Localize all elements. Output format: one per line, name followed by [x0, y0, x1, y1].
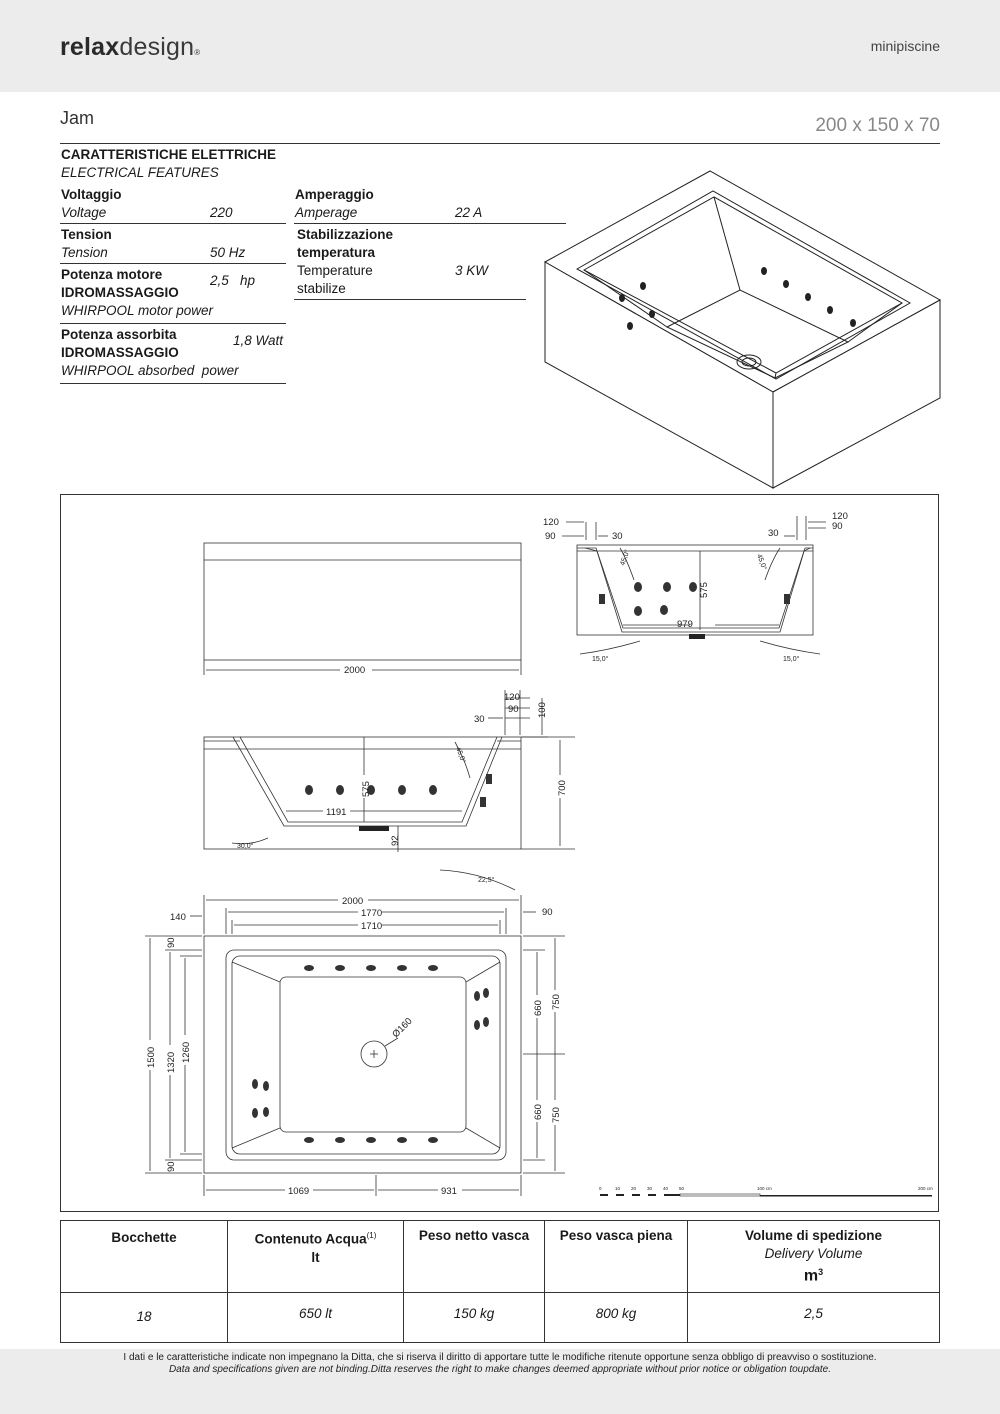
- spec-value-full: 800 kg: [595, 1306, 637, 1321]
- scale-label: 200 cm: [918, 1186, 933, 1191]
- disclaimer-it: I dati e le caratteristiche indicate non impegnano la Ditta, che si riserva il diritto di apportare tutte le modifiche ritenute opportune senza obbligo di preavviso o sostituzione.: [123, 1352, 877, 1363]
- angle-label: 15,0°: [592, 656, 609, 663]
- angle-label: 45,0°: [755, 553, 768, 572]
- dim-label: 90: [545, 531, 556, 542]
- dim-label: 30: [768, 528, 779, 539]
- stabilize-label-2: temperatura: [297, 245, 376, 260]
- electrical-title: CARATTERISTICHE ELETTRICHE: [61, 147, 276, 162]
- spec-header-net: Peso netto vasca: [418, 1228, 530, 1243]
- dim-label: 90: [832, 521, 843, 532]
- dim-label: 2000: [342, 896, 364, 907]
- tension-value: 50 Hz: [210, 245, 246, 260]
- amperage-label: Amperaggio: [295, 187, 374, 202]
- angle-label: 45,0°: [619, 548, 632, 567]
- product-dimensions: 200 x 150 x 70: [815, 115, 940, 136]
- amperage-value: 22 A: [455, 205, 483, 220]
- voltage-label: Voltaggio: [61, 187, 122, 202]
- stabilize-label-en: Temperature: [297, 263, 373, 278]
- spec-value-jets: 18: [136, 1309, 152, 1324]
- dim-label: 1710: [361, 921, 383, 932]
- scale-label: 100 cm: [757, 1186, 772, 1191]
- angle-label: 15,0°: [783, 656, 800, 663]
- dim-label: 1320: [166, 1051, 177, 1073]
- scale-label: 20: [631, 1186, 637, 1191]
- scale-label: 50: [679, 1186, 685, 1191]
- dim-label: 90: [542, 907, 553, 918]
- amperage-label-en: Amperage: [295, 205, 358, 220]
- spec-col-full: [544, 1221, 687, 1342]
- tension-label-en: Tension: [61, 245, 108, 260]
- stabilize-label: Stabilizzazione: [297, 227, 394, 242]
- angle-label: 22,5°: [478, 877, 495, 884]
- absorbed-label-en: WHIRPOOL absorbed power: [61, 363, 239, 378]
- dim-label: 120: [543, 517, 559, 528]
- spec-table: [60, 1220, 940, 1343]
- dim-label: 92: [390, 835, 401, 846]
- spec-header-water: Contenuto Acqua$^{(1)}$ lt: [254, 1231, 377, 1265]
- electrical-subtitle: ELECTRICAL FEATURES: [61, 165, 219, 180]
- scale-label: 30: [647, 1186, 653, 1191]
- absorbed-value: 1,8 Watt: [233, 333, 284, 348]
- spec-header-jets: Bocchette: [111, 1230, 177, 1245]
- motor-label-2: IDROMASSAGGIO: [61, 285, 179, 300]
- drain-label: Ø160: [390, 1015, 415, 1041]
- dim-label: 931: [441, 1186, 457, 1197]
- category-label: minipiscine: [870, 38, 940, 54]
- voltage-label-en: Voltage: [61, 205, 107, 220]
- dim-label: 30: [612, 531, 623, 542]
- dim-label: 575: [699, 582, 710, 598]
- dim-label: 575: [361, 781, 372, 797]
- spec-header-full: Peso vasca piena: [559, 1228, 673, 1243]
- dim-label: 120: [832, 511, 848, 522]
- spec-value-net: 150 kg: [453, 1306, 495, 1321]
- absorbed-label-2: IDROMASSAGGIO: [61, 345, 179, 360]
- angle-label: 30,0°: [237, 843, 254, 850]
- motor-value: 2,5 hp: [210, 273, 256, 288]
- stabilize-label-en-2: stabilize: [297, 281, 346, 296]
- dim-label: 1770: [361, 908, 383, 919]
- dim-label: 90: [508, 704, 519, 715]
- scale-label: 40: [663, 1186, 669, 1191]
- scale-label: 10: [615, 1186, 621, 1191]
- spec-col-ship: [687, 1221, 939, 1342]
- dim-label: 1260: [181, 1041, 192, 1063]
- dim-label: 30: [474, 714, 485, 725]
- angle-label: 45,0°: [454, 746, 467, 765]
- spec-header-ship: Volume di spedizione Delivery Volume $m^3$: [744, 1228, 883, 1285]
- brand-logo: relaxdesign®: [60, 33, 201, 61]
- spec-value-ship: 2,5: [804, 1306, 823, 1321]
- dim-label: 100: [537, 702, 548, 718]
- scale-label: 0: [599, 1186, 602, 1191]
- disclaimer-en: Data and specifications given are not binding.Ditta reserves the right to make changes deemed appropriate without prior notice or obligation toupdate.: [168, 1364, 832, 1375]
- dim-label: 979: [677, 619, 693, 630]
- spec-value-water: 650 lt: [298, 1306, 333, 1321]
- spec-col-jets: [61, 1221, 227, 1342]
- stabilize-value: 3 KW: [455, 263, 489, 278]
- dim-label: 90: [166, 1161, 177, 1172]
- absorbed-label: Potenza assorbita: [61, 327, 177, 342]
- tension-label: Tension: [61, 227, 112, 242]
- dim-label: 660: [533, 1000, 544, 1016]
- motor-label: Potenza motore: [61, 267, 163, 282]
- dim-front-length: 2000: [344, 665, 366, 676]
- dim-label: 140: [170, 912, 186, 923]
- dim-label: 700: [557, 780, 568, 796]
- dim-label: 120: [504, 692, 520, 703]
- product-name: Jam: [60, 108, 95, 128]
- dim-label: 1500: [146, 1046, 157, 1068]
- spec-col-water: [227, 1221, 403, 1342]
- dim-label: 1069: [288, 1186, 310, 1197]
- motor-label-en: WHIRPOOL motor power: [61, 303, 214, 318]
- voltage-value: 220: [210, 205, 233, 220]
- dim-label: 750: [551, 994, 562, 1010]
- dim-label: 750: [551, 1107, 562, 1123]
- dim-label: 1191: [326, 807, 347, 818]
- spec-col-net: [403, 1221, 544, 1342]
- dim-label: 90: [166, 937, 177, 948]
- dim-label: 660: [533, 1104, 544, 1120]
